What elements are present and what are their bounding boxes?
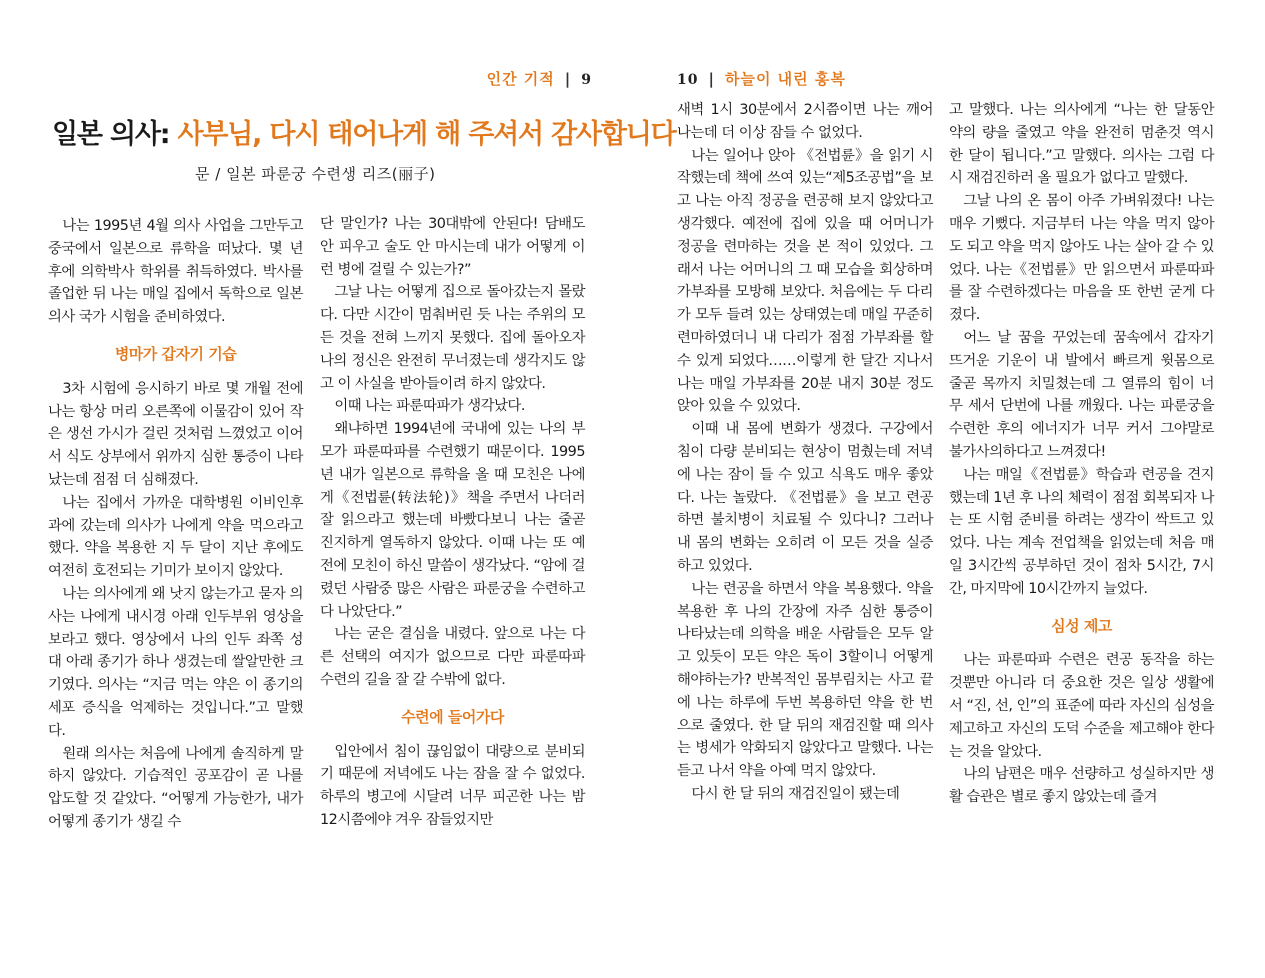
- paragraph: 단 말인가? 나는 30대밖에 안된다! 담배도 안 피우고 술도 안 마시는데 내가 어떻게 이런 병에 걸릴 수 있는가?”: [320, 216, 585, 278]
- paragraph: 나는 일어나 앉아 《전법륜》을 읽기 시작했는데 책에 쓰여 있는“제5조공법”을 보고 나는 아직 정공을 련공해 보지 않았다고 생각했다. 예전에 집에 있을 때 어머니가 정공을 련마하는 것을 본 적이 있었다. 그래서 나는 어머니의 그 때 모습을 회상하며 가부좌를 모방해 보았다. 처음에는 두 다리가 모두 들려 있는 상태였는데 매일 꾸준히 련마하였더니 내 다리가 점점 가부좌를 할 수 있게 되었다……이렇게 한 달간 지나서 나는 매일 가부좌를 20분 내지 30분 정도 앉아 있을 수 있었다.: [677, 147, 933, 415]
- paragraph: 나는 굳은 결심을 내렸다. 앞으로 나는 다른 선택의 여지가 없으므로 다만 파룬따파 수련의 길을 잘 갈 수밖에 없다.: [320, 626, 585, 688]
- paragraph: 입안에서 침이 끊임없이 대량으로 분비되기 때문에 저녁에도 나는 잠을 잘 수 없었다. 하루의 병고에 시달려 너무 피곤한 나는 밤 12시쯤에야 겨우 잠들었지만: [320, 743, 585, 828]
- running-head-separator: |: [564, 70, 572, 88]
- paragraph: 왜냐하면 1994년에 국내에 있는 나의 부모가 파룬따파를 수련했기 때문이다. 1995년 내가 일본으로 류학을 올 때 모친은 나에게《전법륜(转法轮)》책을 주면서 나더러 잘 읽으라고 했는데 바빴다보니 나는 줄곧 진지하게 열독하지 않았다. 이때 나는 또 예전에 모친이 하신 말씀이 생각났다. “암에 걸렸던 사람중 많은 사람은 파룬궁을 수련하고 다 나았단다.”: [320, 421, 585, 620]
- paragraph: 나는 파룬따파 수련은 련공 동작을 하는 것뿐만 아니라 더 중요한 것은 일상 생활에서 “진, 선, 인”의 표준에 따라 자신의 심성을 제고하고 자신의 도덕 수준을 제고해야 한다는 것을 알았다.: [949, 652, 1215, 760]
- running-title-left: 인간 기적: [486, 70, 555, 88]
- paragraph: 다시 한 달 뒤의 재검진일이 됐는데: [691, 785, 900, 802]
- article-title-main: 사부님, 다시 태어나게 해 주셔서 감사합니다: [177, 119, 676, 150]
- article-title: [52, 117, 675, 153]
- paragraph: 나의 남편은 매우 선량하고 성실하지만 생활 습관은 별로 좋지 않았는데 즐겨: [949, 766, 1214, 806]
- column-4: [949, 99, 1214, 809]
- section-heading: 병마가 갑자기 기습: [114, 344, 237, 363]
- paragraph: 그날 나는 어떻게 집으로 돌아갔는지 몰랐다. 다만 시간이 멈춰버린 듯 나는 주위의 모든 것을 전혀 느끼지 못했다. 집에 돌아오자 나의 정신은 완전히 무너졌는데 생각지도 않고 이 사실을 받아들이려 하지 않았다.: [320, 284, 585, 392]
- paragraph: 나는 련공을 하면서 약을 복용했다. 약을 복용한 후 나의 간장에 자주 심한 통증이 나타났는데 의학을 배운 사람들은 모두 알고 있듯이 모든 약은 독이 3할이니 어떻게 해야하는가? 반복적인 몸부림치는 사고 끝에 나는 하루에 두번 복용하던 약을 한 번으로 줄였다. 한 달 뒤의 재검진할 때 의사는 병세가 악화되지 않았다고 말했다. 나는 듣고 나서 약을 아예 먹지 않았다.: [677, 580, 933, 780]
- section-heading: 수련에 들어가다: [401, 707, 504, 726]
- paragraph: 어느 날 꿈을 꾸었는데 꿈속에서 갑자기 뜨거운 기운이 내 발에서 빠르게 윗몸으로 줄곧 목까지 치밀쳤는데 그 열류의 힘이 너무 세서 단번에 나를 깨웠다. 나는 파룬궁을 수련한 후의 에너지가 너무 커서 그야말로 불가사의하다고 느껴졌다!: [949, 329, 1214, 460]
- paragraph: 나는 1995년 4월 의사 사업을 그만두고 중국에서 일본으로 류학을 떠났다. 몇 년 후에 의학박사 학위를 취득하였다. 박사를 졸업한 뒤 나는 매일 집에서 독학으로 일본 의사 국가 시험을 준비하였다.: [48, 218, 303, 326]
- paragraph: 이때 내 몸에 변화가 생겼다. 구강에서 침이 다량 분비되는 현상이 멈췄는데 저녁에 나는 잠이 들 수 있고 식욕도 매우 좋았다. 나는 놀랐다. 《전법륜》을 보고 련공하면 불치병이 치료될 수 있다니? 그러나 내 몸의 변화는 오히려 이 모든 것을 실증하고 있었다.: [677, 421, 933, 574]
- column-1: [48, 215, 303, 834]
- running-head-separator: |: [708, 70, 715, 88]
- paragraph: 나는 매일《전법륜》학습과 련공을 견지했는데 1년 후 나의 체력이 점점 회복되자 나는 또 시험 준비를 하려는 생각이 싹트고 있었다. 나는 계속 전업책을 읽었는데 처음 매일 3시간씩 공부하던 것이 점차 5시간, 7시간, 마지막에 10시간까지 늘었다.: [949, 466, 1215, 597]
- paragraph: 고 말했다. 나는 의사에게 “나는 한 달동안 약의 량을 줄였고 약을 완전히 멈춘것 역시 한 달이 됩니다.”고 말했다. 의사는 그럼 다시 재검진하러 올 필요가 없다고 말했다.: [949, 102, 1214, 187]
- column-2: [320, 213, 585, 832]
- running-head-right: [677, 68, 846, 89]
- section-heading: 심성 제고: [1051, 616, 1112, 635]
- paragraph: 3차 시험에 응시하기 바로 몇 개월 전에 나는 항상 머리 오른쪽에 이물감이 있어 작은 생선 가시가 걸린 것처럼 느꼈었고 이어서 식도 상부에서 위까지 심한 통증이 나타났는데 점점 더 심해졌다.: [48, 380, 303, 488]
- page-number-left: 9: [581, 72, 592, 88]
- byline: 문 / 일본 파룬궁 수련생 리즈(丽子): [195, 165, 436, 183]
- paragraph: 원래 의사는 처음에 나에게 솔직하게 말하지 않았다. 기습적인 공포감이 곧 나를 압도할 것 같았다. “어떻게 가능한가, 내가 어떻게 종기가 생길 수: [48, 745, 303, 830]
- article-title-lead: 일본 의사:: [52, 119, 178, 150]
- page-number-right: 10: [677, 72, 699, 88]
- paragraph: 나는 의사에게 왜 낫지 않는가고 묻자 의사는 나에게 내시경 아래 인두부위 영상을 보라고 했다. 영상에서 나의 인두 좌쪽 성대 아래 종기가 하나 생겼는데 쌀알만한 크기였다. 의사는 “지금 먹는 약은 이 종기의 세포 증식을 억제하는 것입니다.”고 말했다.: [48, 585, 303, 739]
- running-head-left: [487, 68, 592, 89]
- column-3: [677, 99, 933, 806]
- paragraph: 그날 나의 온 몸이 아주 가벼워졌다! 나는 매우 기뻤다. 지금부터 나는 약을 먹지 않아도 되고 약을 먹지 않아도 나는 살아 갈 수 있었다. 나는《전법륜》만 읽으면서 파룬따파를 잘 수련하겠다는 마음을 또 한번 굳게 다졌다.: [949, 193, 1214, 324]
- paragraph: 이때 나는 파룬따파가 생각났다.: [334, 398, 525, 415]
- right-page: [632, 0, 1265, 978]
- paragraph: 나는 집에서 가까운 대학병원 이비인후과에 갔는데 의사가 나에게 약을 먹으라고 했다. 약을 복용한 지 두 달이 지난 후에도 여전히 호전되는 기미가 보이지 않았다.: [48, 494, 303, 580]
- paragraph: 새벽 1시 30분에서 2시쯤이면 나는 깨어나는데 더 이상 잠들 수 없었다.: [677, 102, 933, 141]
- running-title-right: 하늘이 내린 홍복: [724, 70, 846, 88]
